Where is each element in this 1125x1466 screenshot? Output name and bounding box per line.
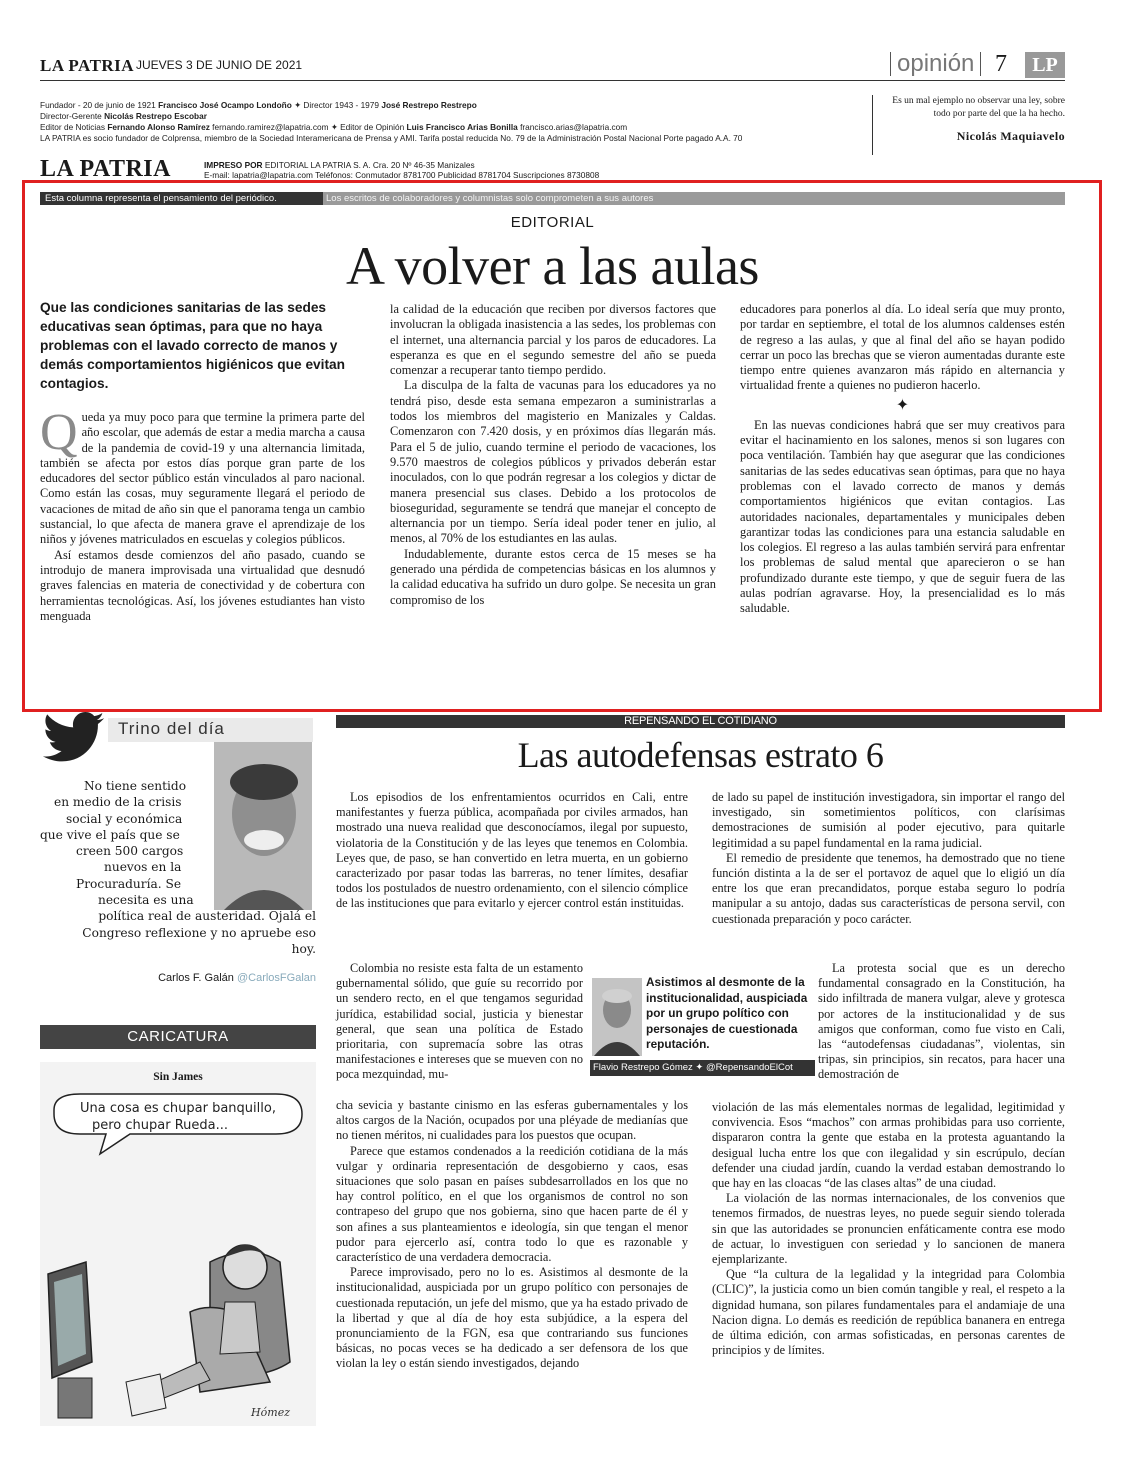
cartoon-panel <box>40 1062 316 1426</box>
column-paragraph: Los episodios de los enfrentamientos ocurridos en Cali, entre manifestantes y fuerza pública, acompañada por civiles armados, han mostrado una nueva realidad que desconocíamos, ilegal por supuesto, violatoria de la Constitución y de las leyes que tenemos en Colombia. Leyes que, de paso, se han convertido en letra muerta, en un gobierno caracterizado por pasar todas las barreras, no tener límites, desafiar todos los postulados de nuestro ordenamiento, con el silencio cómplice de las instituciones que para evitarlo y ejercer control están instituidas. <box>336 790 688 911</box>
ribbon-note-editorial: Esta columna representa el pensamiento del periódico. <box>40 192 323 205</box>
credits-line-founders <box>40 100 840 111</box>
pull-quote: Asistimos al desmonte de la institucionalidad, auspiciada por un grupo político con personajes de cuestionada reputación. <box>646 975 808 1051</box>
masthead <box>40 52 1065 82</box>
section-label: opinión <box>890 52 981 76</box>
editorial-paragraph: educadores para ponerlos al día. Lo ideal sería que muy pronto, por tardar en septiembre, el total de los alumnos caldenses estén de regreso a las aulas, y que al final del año se hayan podido cerrar un poco las brechas que se vieron aumentadas durante este tiempo entre quienes avanzaron más rápido en alternancia y virtualidad frente a quienes no pudieron hacerlo. <box>740 302 1065 393</box>
tweet-text <box>40 778 316 957</box>
column-text-2b <box>818 961 1065 1083</box>
column-paragraph: La protesta social que es un derecho fundamental consagrado en la Constitución, ha sido infiltrada de manera vulgar, aleve y grotesca por actores de la institucionalidad y de sus amigos que conforman, como fue visto en Cali, las “autodefensas ciudadanas”, violentas, sin tripas, sin principios, sin recatos, para hacer una demostración de <box>818 961 1065 1082</box>
columnist-byline: Flavio Restrepo Gómez ✦ @RepensandoElCot <box>590 1060 815 1076</box>
news-editor-name: Fernando Alonso Ramírez <box>107 122 210 132</box>
quote-author: Nicolás Maquiavelo <box>956 129 1065 143</box>
column-paragraph: Parece que estamos condenados a la reedición cotidiana de la más vulgar y ordinaria representación de desgobierno y caos, esas situaciones que solo pasan en países subdesarrollados en los que no hay control político, en el que los organismos de control no son contrapeso del grupo que nos gobierna, sino que hacen parte de él y son afines a sus planteamientos e ideología, sin que tengan el menor pudor para ejercerlo así, contra todo lo que es razonable y característico de una verdadera democracia. <box>336 1143 688 1265</box>
tweet-line: social y económica <box>66 811 183 826</box>
header-divider <box>40 80 1065 81</box>
separator-icon: ✦ <box>895 396 910 414</box>
imprint-logo: LA PATRIA <box>40 156 171 182</box>
tweet-line: creen 500 cargos <box>76 844 184 859</box>
cartoon-signature: Hómez <box>251 1406 290 1419</box>
ribbon-note-columnists: Los escritos de colaboradores y columnistas solo comprometen a sus autores <box>326 193 654 204</box>
tweet-handle-link[interactable]: @CarlosFGalan <box>236 972 316 984</box>
tweet-byline <box>40 972 316 984</box>
founded-label: Fundador - 20 de junio de 1921 <box>40 100 156 110</box>
news-editor-label: Editor de Noticias <box>40 122 106 132</box>
tweet-line: Congreso reflexione y no apruebe eso <box>82 925 316 940</box>
editorial-column-3 <box>740 302 1065 617</box>
editorial-paragraph: la calidad de la educación que reciben por diversos factores que involucran la obligada inasistencia a las sedes, los problemas con el internet, una alternancia parcial y los paros de educadores. La esperanza es que en el segundo semestre del año se pueda comenzar a recuperar tanto tiempo perdido. <box>390 302 716 378</box>
credits-line-editors <box>40 122 840 133</box>
column-section-bar: REPENSANDO EL COTIDIANO <box>336 715 1065 728</box>
column-text-1a <box>336 790 688 912</box>
editorial-column-1 <box>40 404 365 624</box>
column-text-2c <box>712 1100 1065 1358</box>
column-text-1b <box>336 961 583 1083</box>
drop-cap: Q <box>40 404 78 461</box>
column-text-1c <box>336 1098 688 1372</box>
tweet-line: hoy. <box>291 941 316 956</box>
tweet-line: No tiene sentido <box>84 779 187 793</box>
page-number: 7 <box>995 51 1007 77</box>
masthead-logo: LA PATRIA <box>40 56 135 75</box>
editorial-title: A volver a las aulas <box>346 236 759 296</box>
opinion-editor-name: Luis Francisco Arias Bonilla <box>406 122 518 132</box>
editorial-dek: Que las condiciones sanitarias de las sedes educativas sean óptimas, para que no haya problemas con el lavado correcto de manos y demás comportamientos higiénicos que evitan contagios. <box>40 300 346 391</box>
twitter-bird-icon <box>40 712 108 764</box>
column-paragraph: Colombia no resiste esta falta de un estamento gubernamental sólido, que guíe su recorrido por un sendero recto, en el que tengamos seguridad jurídica, estabilidad social, justicia y bienestar general, que sean una política de Estado prioritaria, con supremacía sobre las otras manifestaciones e intereses que se mueven con no poca mezquindad, mu- <box>336 961 583 1082</box>
column-paragraph: de lado su papel de institución investigadora, sin importar el rango del investigado, sin sometimientos políticos, con clarísimas demostraciones de sumisión al poder ejecutivo, para quitarle legitimidad a su papel fundamental en la rama judicial. <box>712 790 1065 850</box>
director-name: Nicolás Restrepo Escobar <box>104 111 207 121</box>
speech-text-1: Una cosa es chupar banquillo, <box>80 1101 276 1116</box>
imprint-label: IMPRESO POR <box>204 160 263 170</box>
editorial-paragraph: En las nuevas condiciones habrá que ser muy creativos para evitar el hacinamiento en los salones, menos si son lugares con poca ventilación. También hay que asegurar que las condiciones sanitarias de las sedes educativas sean óptimas, para que no haya problemas con el lavado correcto de manos y demás comportamientos higiénicos que evitan contagios. Las autoridades nacionales, departamentales y municipales deben garantizar todas las condiciones para una estancia saludable en los colegios. El regreso a las aulas también servirá para enfrentar los problemas de salud mental que aparecieron o se han profundizado durante este tiempo, y que de seguir fuera de las aulas podrían agravarse. Hoy, la presencialidad es lo más saludable. <box>740 417 1065 616</box>
tweet-line: Procuraduría. Se <box>76 876 182 891</box>
opinion-editor-label: Editor de Opinión <box>340 122 405 132</box>
column-paragraph: Que “la cultura de la legalidad y la integridad para Colombia (CLIC)”, la justicia como un bien común tangible y real, el respeto a la dignidad humana, son pilares fundamentales para el andamiaje de una Nacion digna. Lo demás es reedición de república bananera en entrega de última edición, con armas sofisticadas, en personas carentes de principios y de límites. <box>712 1267 1065 1358</box>
paragraph-text: ueda ya muy poco para que termine la primera parte del año escolar, que además de estar a media marcha a causa de la pandemia de covid-19 y una alternancia limitada, también se afecta por estos días porque gran parte de los educadores del sector público están vinculados al paro nacional. Como están las cosas, muy seguramente llegará el periodo de vacaciones de mitad de año sin que el panorama tenga un cambio sustancial, lo que afecta de manera grave el aprendizaje de los niños y jóvenes matriculados en escuelas y colegios públicos. <box>40 410 365 547</box>
staff-credits <box>40 100 840 144</box>
news-editor-email[interactable]: fernando.ramirez@lapatria.com <box>212 122 329 132</box>
column-paragraph: La violación de las normas internacionales, de los convenios que tenemos firmados, de nuestras leyes, no puede seguir siendo tolerada sin que las autoridades se pronuncien enfáticamente contra ese modo de actuar, lo investiguen con seriedad y lo sancionen de manera ejemplarizante. <box>712 1191 1065 1267</box>
editorial-paragraph <box>40 404 365 548</box>
quote-box <box>872 95 1065 155</box>
tweet-line: nuevos en la <box>104 860 182 875</box>
trino-title: Trino del día <box>118 719 225 738</box>
tweet-line: que vive el país que se <box>40 827 180 842</box>
editorial-column-2 <box>390 302 716 608</box>
imprint-address: EDITORIAL LA PATRIA S. A. Cra. 20 Nº 46-35 Manizales <box>264 160 475 170</box>
masthead-date: JUEVES 3 DE JUNIO DE 2021 <box>136 58 303 72</box>
tweet-author: Carlos F. Galán <box>158 972 234 984</box>
diamond-icon: ✦ <box>330 122 338 132</box>
brand-mark: LP <box>1025 52 1065 78</box>
caricatura-author: Sin James <box>153 1071 203 1083</box>
editorial-paragraph: Así estamos desde comienzos del año pasado, cuando se introdujo de manera improvisada una virtualidad que desnudó graves falencias en materia de conectividad y de cobertura con herramientas tecnológicas. Así, los jóvenes estudiantes han visto menguada <box>40 547 365 623</box>
credits-line-director <box>40 111 840 122</box>
quote-text: Es un mal ejemplo no observar una ley, sobre todo por parte del que la ha hecho. <box>892 96 1065 119</box>
column-paragraph: cha sevicia y bastante cinismo en las esferas gubernamentales y los altos cargos de la Nación, ocupados por una pléyade de medianías que no tienen méritos, ni cualidades para los puestos que ocupan. <box>336 1098 688 1143</box>
tweet-line: en medio de la crisis <box>54 795 182 810</box>
opinion-editor-email[interactable]: francisco.arias@lapatria.com <box>520 122 628 132</box>
column-paragraph: violación de las más elementales normas de legalidad, legitimidad y convivencia. Esos “machos” con armas prohibidas para uso corriente, dispararon contra la gente que estaba en la protesta aguantando la desigual lucha entre los que con ilegalidad y sin escrúpulo, decían defender una ciudad jardín, cuando la verdad estaban demostrando lo que hay en las cloacas “de las clases altas” de una ciudad. <box>712 1100 1065 1191</box>
imprint-info <box>204 160 844 180</box>
editorial-paragraph: La disculpa de la falta de vacunas para los educadores ya no tendrá piso, desde esta semana empezaron a suministrarlas a todos los miembros del magisterio en Manizales y Caldas. Comenzaron con 7.420 dosis, y en próximos días llegarán más. Para el 5 de julio, cuando termine el periodo de vacaciones, los 9.570 maestros de colegios públicos y privados deberán estar inoculados, con lo que podrán regresar a los colegios y dictar de manera presencial sus clases. Debido a los protocolos de bioseguridad, seguramente se tendrá que manejar el concepto de alternancia por un tiempo. Sería ideal poder tener en julio, al menos, al 70% de los estudiantes en las aulas. <box>390 378 716 546</box>
tweet-line: política real de austeridad. Ojalá el <box>98 909 316 924</box>
cartoon-drawing <box>40 1062 316 1426</box>
director-label: Director-Gerente <box>40 111 102 121</box>
column-paragraph: Parece improvisado, pero no lo es. Asistimos al desmonte de la institucionalidad, auspiciada por un grupo político con personajes de cuestionada reputación, un jefe del mismo, que ya ha estado privado de la libertad y que al día de hoy esta subjúdice, a la espera del pronunciamiento de la FGN, esa que contrariando sus funciones básicas, no pocas veces se ha dedicado a ser defensora de los que violan la ley o están siendo investigados, dejando <box>336 1265 688 1371</box>
caricatura-header: CARICATURA <box>40 1025 316 1049</box>
imprint-contact: E-mail: lapatria@lapatria.com Teléfonos: Conmutador 8781700 Publicidad 8781704 Suscripciones 8730808 <box>204 170 600 180</box>
columnist-photo <box>592 978 642 1056</box>
portrait-image <box>592 978 642 1056</box>
tweet-line: necesita es una <box>98 893 194 908</box>
former-director-name: José Restrepo Restrepo <box>381 100 477 110</box>
editorial-label: EDITORIAL <box>510 214 595 231</box>
diamond-icon: ✦ <box>294 100 302 110</box>
speech-text-2: pero chupar Rueda... <box>91 1118 229 1133</box>
editorial-paragraph: Indudablemente, durante estos cerca de 15 meses se ha generado una pérdida de competencias básicas en los alumnos y la calidad educativa ha sufrido un duro golpe. Se necesita un gran compromiso de los <box>390 546 716 607</box>
founder-name: Francisco José Ocampo Londoño <box>158 100 292 110</box>
column-paragraph: El remedio de presidente que tenemos, ha demostrado que no tiene función distinta a la de ser el portavoz de aquel que lo eligió un día entre los que eran precandidatos, porque estaba seguro lo podría manipular a su antojo, dadas sus características de persona servil, con cuestionada preparación y poco carácter. <box>712 850 1065 926</box>
column-title: Las autodefensas estrato 6 <box>517 735 884 775</box>
credits-membership: LA PATRIA es socio fundador de Colprensa, miembro de la Sociedad Interamericana de Prensa y AMI. Tarifa postal reducida No. 79 de la Administración Postal Nacional Porte pagado A.A. 70 <box>40 133 743 143</box>
director-period: Director 1943 - 1979 <box>303 100 380 110</box>
column-text-2a <box>712 790 1065 927</box>
